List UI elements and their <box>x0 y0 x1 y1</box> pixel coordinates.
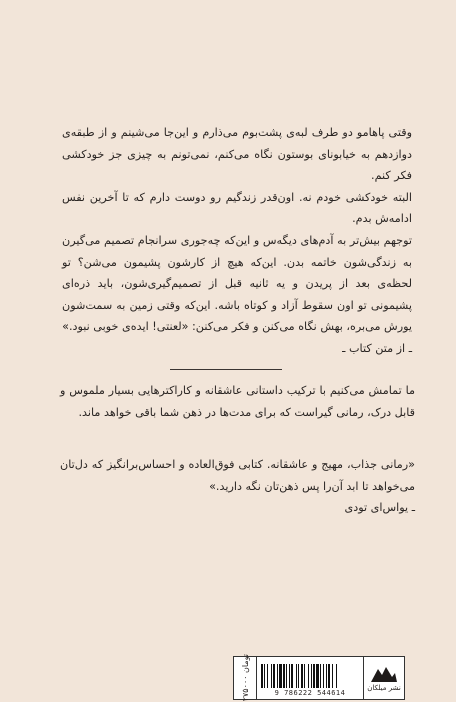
excerpt-paragraph: البته خودکشی خودم نه. اون‌قدر زندگیم رو دوست دارم که تا آخرین نفس ادامه‌ش بدم. <box>62 190 412 226</box>
barcode-bar <box>326 664 327 688</box>
excerpt-paragraph: وقتی پاهامو دو طرف لبه‌ی پشت‌بوم می‌ذارم و این‌جا می‌شینم و از طبقه‌ی دوازدهم به خیابونای بوستون نگاه می‌کنم، نمی‌تونم به چیزی جز خودکشی فکر کنم. <box>62 126 412 183</box>
barcode-bar <box>320 664 321 688</box>
barcode-bar <box>308 664 309 688</box>
barcode-bar <box>283 664 285 688</box>
excerpt-paragraph: توجهم بیش‌تر به آدم‌های دیگه‌س و این‌که چه‌جوری سرانجام تصمیم می‌گیرن به زندگی‌شون خاتمه بدن. این‌که هیچ از کارشون پشیمون می‌شن؟ تو لحظه‌ی بعد از پریدن و یه ثانیه قبل از تصمیم‌گیری‌شون، باید ذره‌ای پشیمونی تو اون سقوط آزاد و کوتاه باشه. این‌که وقتی زمین به سمت‌شون یورش می‌بره، بهش نگاه می‌کنن و فکر می‌کنن: «لعنتی! ایده‌ی خوبی نبود.» <box>62 233 412 334</box>
barcode-bar <box>304 664 305 688</box>
isbn-number: 9 786222 544614 <box>274 689 346 697</box>
barcode-bar <box>323 664 324 688</box>
book-description <box>60 380 415 423</box>
section-divider <box>170 369 282 370</box>
publisher-name: نشر میلکان <box>367 683 401 692</box>
barcode-strip <box>233 656 405 700</box>
mountain-peaks-logo-icon <box>370 665 398 683</box>
barcode-bar <box>279 664 282 688</box>
barcode-bar <box>316 664 319 688</box>
barcode-bar <box>296 664 297 688</box>
back-cover-excerpt <box>62 122 412 360</box>
barcode-bar <box>336 664 337 688</box>
barcode-bar <box>289 664 290 688</box>
barcode-bar <box>261 664 263 688</box>
barcode-bar <box>286 664 287 688</box>
barcode-bar <box>311 664 312 688</box>
barcode-icon <box>261 664 359 688</box>
barcode-bar <box>313 664 315 688</box>
price-box <box>234 654 257 702</box>
barcode-bar <box>328 664 330 688</box>
price-label: ۲۷۵۰۰۰ تومان <box>240 654 250 702</box>
barcode-bar <box>277 664 278 688</box>
barcode-bar <box>264 664 265 688</box>
publisher-logo <box>363 657 404 699</box>
review-text: «رمانی جذاب، مهیج و عاشقانه. کتابی فوق‌العاده و احساس‌برانگیز که دل‌تان می‌خواهد تا ابد آن‌را پس ذهن‌تان نگه دارید.» <box>60 458 415 493</box>
barcode-bar <box>332 664 333 688</box>
review-attribution: ـ یواس‌ای تودی <box>344 501 415 515</box>
barcode-bar <box>298 664 299 688</box>
barcode-bar <box>273 664 275 688</box>
barcode-bar <box>291 664 293 688</box>
barcode-bar <box>271 664 272 688</box>
excerpt-source: ـ از متن کتاب ـ <box>342 341 412 355</box>
barcode-area <box>257 657 363 699</box>
description-text: ما تمامش می‌کنیم با ترکیب داستانی عاشقانه و کاراکترهایی بسیار ملموس و قابل درک، رمانی گیراست که برای مدت‌ها در ذهن شما باقی خواهد ماند. <box>60 384 415 419</box>
review-quote <box>60 454 415 519</box>
barcode-bar <box>267 664 268 688</box>
barcode-bar <box>301 664 303 688</box>
